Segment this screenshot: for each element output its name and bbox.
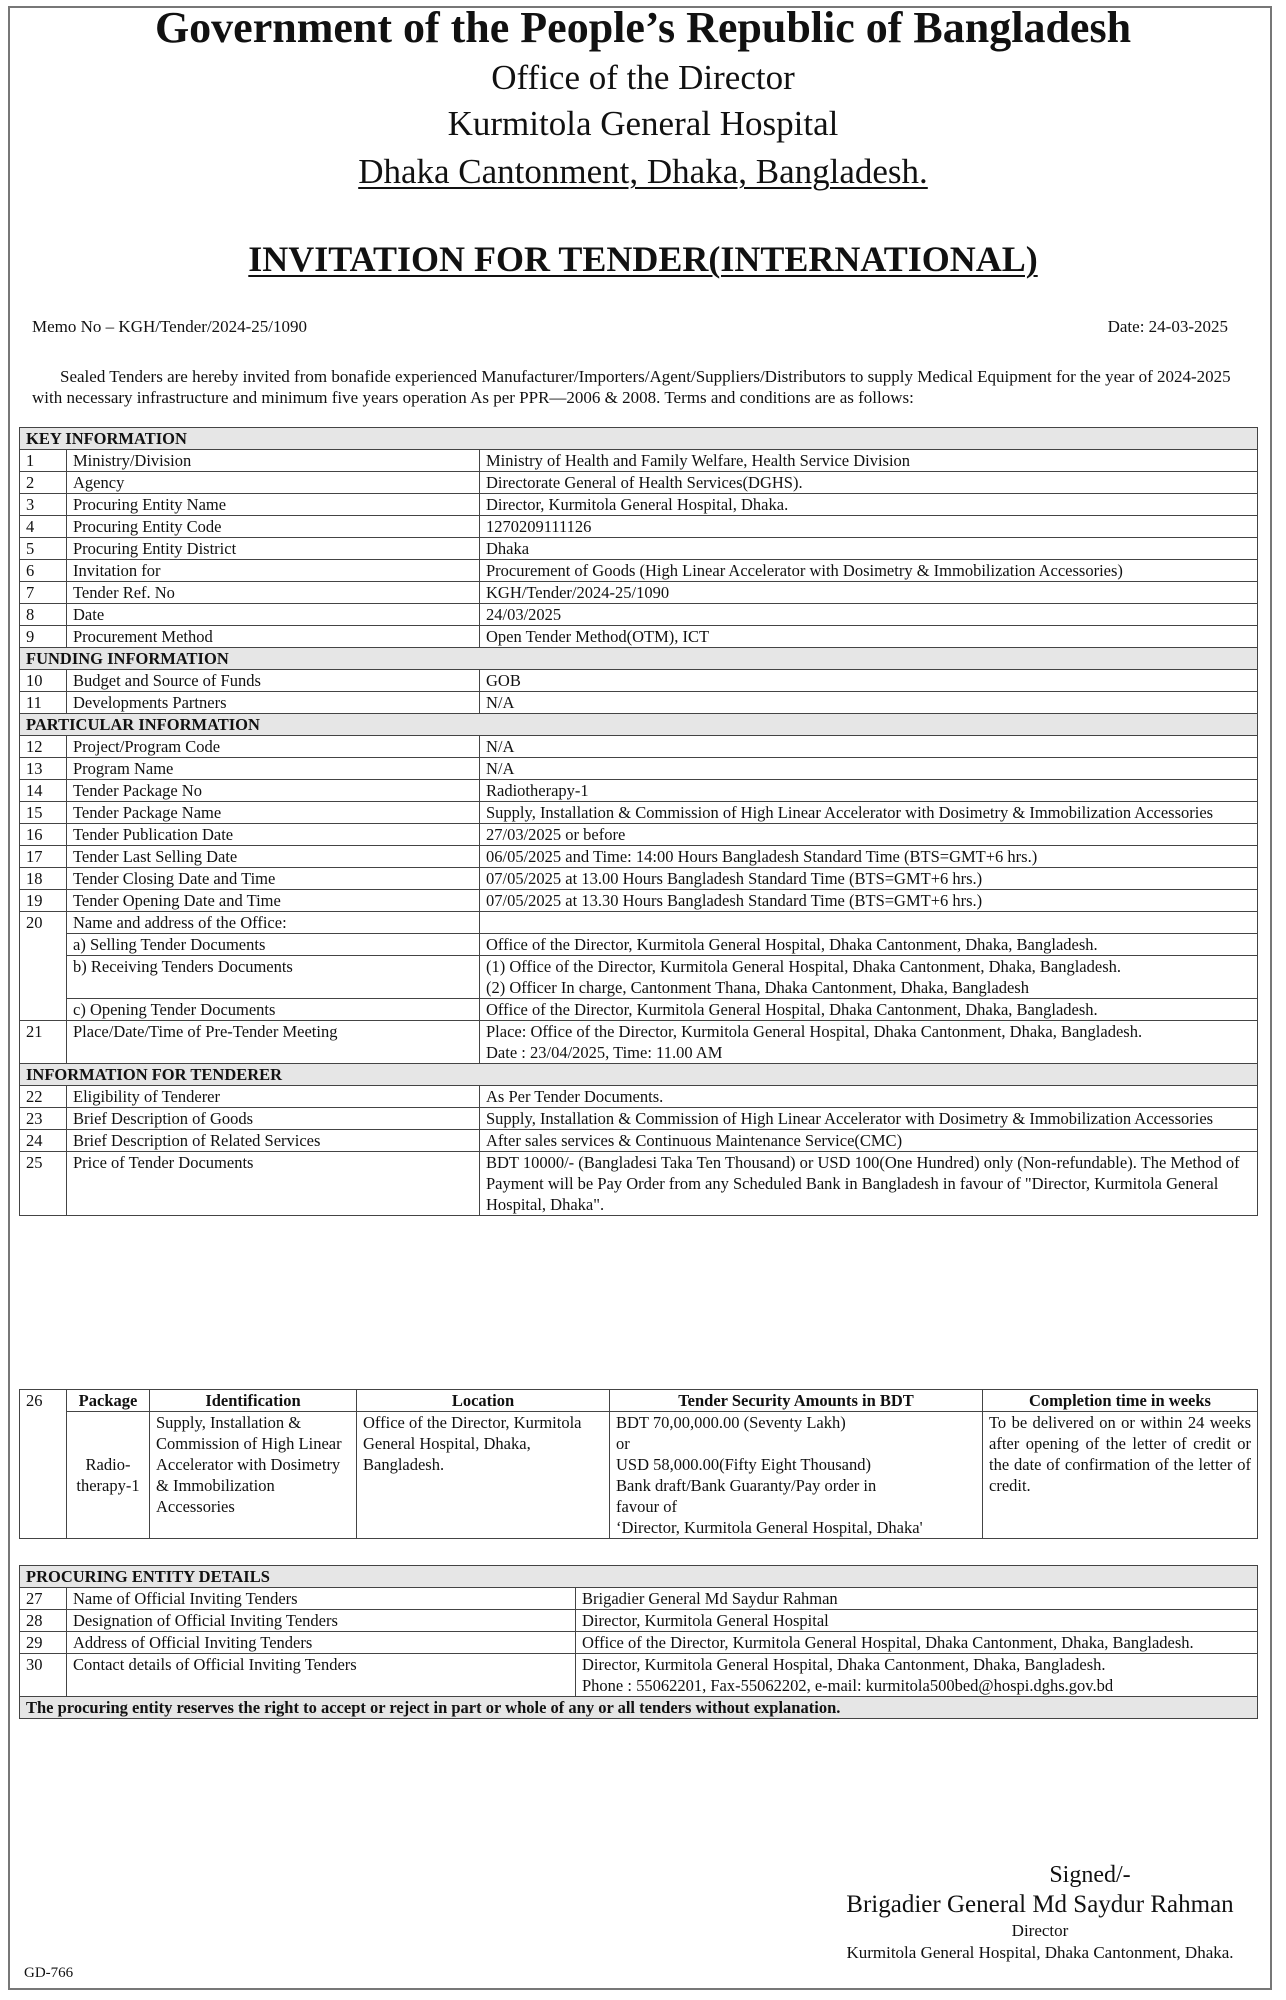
office-name: Office of the Director — [491, 58, 795, 97]
signature-block — [830, 1862, 1250, 1963]
row-label: Ministry/Division — [67, 450, 480, 472]
row-value: Directorate General of Health Services(DGHS). — [480, 472, 1258, 494]
row-value: GOB — [480, 670, 1258, 692]
row-label: Tender Package No — [67, 780, 480, 802]
section-header — [20, 648, 1258, 670]
section-header — [20, 428, 1258, 450]
row-label: Place/Date/Time of Pre-Tender Meeting — [67, 1021, 480, 1064]
section-title: FUNDING INFORMATION — [20, 648, 1258, 670]
row-number: 24 — [20, 1130, 67, 1152]
row-value: N/A — [480, 758, 1258, 780]
row-label: Eligibility of Tenderer — [67, 1086, 480, 1108]
row-value-line: Date : 23/04/2025, Time: 11.00 AM — [486, 1043, 723, 1062]
security-line: USD 58,000.00(Fifty Eight Thousand) — [616, 1455, 871, 1474]
signatory-designation: Director — [1011, 1921, 1069, 1940]
col-header-security: Tender Security Amounts in BDT — [610, 1390, 983, 1412]
row-label: Tender Publication Date — [67, 824, 480, 846]
tender-heading-text: INVITATION FOR TENDER(INTERNATIONAL) — [248, 239, 1038, 279]
table-row — [20, 824, 1258, 846]
row-label: Project/Program Code — [67, 736, 480, 758]
row-value: BDT 10000/- (Bangladesi Taka Ten Thousand) or USD 100(One Hundred) only (Non-refundable). The Method of Payment will be Pay Order from any Scheduled Bank in Bangladesh in favour of "Director, Kurmitola General Hospital, Dhaka". — [480, 1152, 1258, 1216]
row-number: 19 — [20, 890, 67, 912]
row-value: After sales services & Continuous Maintenance Service(CMC) — [480, 1130, 1258, 1152]
security-line: BDT 70,00,000.00 (Seventy Lakh) — [616, 1413, 846, 1432]
row-value: KGH/Tender/2024-25/1090 — [480, 582, 1258, 604]
signed-mark: Signed/- — [1049, 1862, 1131, 1888]
row-value: 06/05/2025 and Time: 14:00 Hours Bangladesh Standard Time (BTS=GMT+6 hrs.) — [480, 846, 1258, 868]
row-value: 07/05/2025 at 13.00 Hours Bangladesh Standard Time (BTS=GMT+6 hrs.) — [480, 868, 1258, 890]
footer-note-row — [20, 1697, 1258, 1719]
row-value: Dhaka — [480, 538, 1258, 560]
package-header-row — [20, 1390, 1258, 1412]
row-label: Tender Opening Date and Time — [67, 890, 480, 912]
row-label: c) Opening Tender Documents — [67, 999, 480, 1021]
table-row — [20, 1632, 1258, 1654]
row-value: 27/03/2025 or before — [480, 824, 1258, 846]
row-number: 18 — [20, 868, 67, 890]
col-header-completion: Completion time in weeks — [983, 1390, 1258, 1412]
row-value: Office of the Director, Kurmitola General Hospital, Dhaka Cantonment, Dhaka, Bangladesh. — [576, 1632, 1258, 1654]
intro-paragraph: Sealed Tenders are hereby invited from bonafide experienced Manufacturer/Importers/Agent/Suppliers/Distributors to supply Medical Equipment for the year of 2024-2025 with necessary infrastructure and minimum five years operation As per PPR—2006 & 2008. Terms and conditions are as follows: — [32, 367, 1231, 407]
row-value: Office of the Director, Kurmitola General Hospital, Dhaka Cantonment, Dhaka, Bangladesh. — [480, 999, 1258, 1021]
row-value — [480, 1021, 1258, 1064]
row-number: 22 — [20, 1086, 67, 1108]
row-number: 11 — [20, 692, 67, 714]
table-row — [20, 692, 1258, 714]
row-value: Office of the Director, Kurmitola General Hospital, Dhaka Cantonment, Dhaka, Bangladesh. — [480, 934, 1258, 956]
government-title: Government of the People’s Republic of Bangladesh — [154, 3, 1132, 52]
completion-cell: To be delivered on or within 24 weeks after opening of the letter of credit or the date of confirmation of the letter of credit. — [983, 1412, 1258, 1539]
row-number: 25 — [20, 1152, 67, 1216]
row-number: 14 — [20, 780, 67, 802]
row-label: Designation of Official Inviting Tenders — [67, 1610, 576, 1632]
row-label: Procurement Method — [67, 626, 480, 648]
row-value: N/A — [480, 736, 1258, 758]
table-row — [20, 472, 1258, 494]
memo-date: Date: 24-03-2025 — [1107, 317, 1228, 336]
row-number: 4 — [20, 516, 67, 538]
section-header — [20, 714, 1258, 736]
row-value-line: Director, Kurmitola General Hospital, Dhaka Cantonment, Dhaka, Bangladesh. — [582, 1655, 1106, 1674]
row-value: Procurement of Goods (High Linear Accelerator with Dosimetry & Immobilization Accessories) — [480, 560, 1258, 582]
table-row — [20, 1588, 1258, 1610]
table-row — [20, 780, 1258, 802]
row-label: Name and address of the Office: — [67, 912, 480, 934]
row-label: Agency — [67, 472, 480, 494]
row-value-line: (1) Office of the Director, Kurmitola General Hospital, Dhaka Cantonment, Dhaka, Bangladesh. — [486, 957, 1122, 976]
row-value: Ministry of Health and Family Welfare, Health Service Division — [480, 450, 1258, 472]
row-label: Developments Partners — [67, 692, 480, 714]
package-data-row — [20, 1412, 1258, 1539]
row-label: Tender Package Name — [67, 802, 480, 824]
row-value: 07/05/2025 at 13.30 Hours Bangladesh Standard Time (BTS=GMT+6 hrs.) — [480, 890, 1258, 912]
row-value: Brigadier General Md Saydur Rahman — [576, 1588, 1258, 1610]
row-label: Procuring Entity District — [67, 538, 480, 560]
table-row — [20, 450, 1258, 472]
section-header — [20, 1566, 1258, 1588]
table-row — [20, 999, 1258, 1021]
table-row — [20, 846, 1258, 868]
row-number: 3 — [20, 494, 67, 516]
hospital-address-text: Dhaka Cantonment, Dhaka, Bangladesh. — [358, 152, 928, 191]
row-label: Procuring Entity Code — [67, 516, 480, 538]
signatory-name: Brigadier General Md Saydur Rahman — [846, 1891, 1234, 1918]
row-number: 2 — [20, 472, 67, 494]
table-row — [20, 802, 1258, 824]
table-row — [20, 890, 1258, 912]
footer-note: The procuring entity reserves the right to accept or reject in part or whole of any or all tenders without explanation. — [20, 1697, 1258, 1719]
row-label: Name of Official Inviting Tenders — [67, 1588, 576, 1610]
row-number: 8 — [20, 604, 67, 626]
row-number: 17 — [20, 846, 67, 868]
row-number: 15 — [20, 802, 67, 824]
tender-heading — [0, 238, 1286, 280]
row-value: Supply, Installation & Commission of High Linear Accelerator with Dosimetry & Immobilization Accessories — [480, 802, 1258, 824]
package-table — [19, 1389, 1258, 1539]
row-value — [480, 956, 1258, 999]
row-label: Date — [67, 604, 480, 626]
row-value: N/A — [480, 692, 1258, 714]
row-label: Budget and Source of Funds — [67, 670, 480, 692]
row-number: 7 — [20, 582, 67, 604]
row-value: 1270209111126 — [480, 516, 1258, 538]
row-label: Tender Closing Date and Time — [67, 868, 480, 890]
procuring-entity-table — [19, 1565, 1258, 1719]
table-row — [20, 1130, 1258, 1152]
row-label: Price of Tender Documents — [67, 1152, 480, 1216]
row-number: 12 — [20, 736, 67, 758]
col-header-identification: Identification — [150, 1390, 357, 1412]
row-number: 5 — [20, 538, 67, 560]
table-row — [20, 604, 1258, 626]
hospital-address — [0, 152, 1286, 192]
security-line: Bank draft/Bank Guaranty/Pay order in — [616, 1476, 877, 1495]
row-number: 21 — [20, 1021, 67, 1064]
row-label: a) Selling Tender Documents — [67, 934, 480, 956]
col-header-package: Package — [67, 1390, 150, 1412]
table-row — [20, 912, 1258, 934]
security-cell — [610, 1412, 983, 1539]
row-number: 26 — [20, 1390, 67, 1539]
table-row — [20, 1610, 1258, 1632]
tender-info-table — [19, 427, 1258, 1216]
section-title: PROCURING ENTITY DETAILS — [20, 1566, 1258, 1588]
row-value: Director, Kurmitola General Hospital — [576, 1610, 1258, 1632]
table-row — [20, 626, 1258, 648]
security-line: favour of — [616, 1497, 677, 1516]
row-value: Radiotherapy-1 — [480, 780, 1258, 802]
row-label: Brief Description of Goods — [67, 1108, 480, 1130]
table-row — [20, 494, 1258, 516]
row-value: As Per Tender Documents. — [480, 1086, 1258, 1108]
row-number: 29 — [20, 1632, 67, 1654]
memo-number: Memo No – KGH/Tender/2024-25/1090 — [32, 317, 308, 336]
section-title: INFORMATION FOR TENDERER — [20, 1064, 1258, 1086]
row-label: Invitation for — [67, 560, 480, 582]
row-label: Contact details of Official Inviting Tenders — [67, 1654, 576, 1697]
table-row — [20, 560, 1258, 582]
row-value-line: (2) Officer In charge, Cantonment Thana, Dhaka Cantonment, Dhaka, Bangladesh — [486, 978, 1029, 997]
col-header-location: Location — [357, 1390, 610, 1412]
row-number: 9 — [20, 626, 67, 648]
row-label: Tender Last Selling Date — [67, 846, 480, 868]
row-label: Tender Ref. No — [67, 582, 480, 604]
row-value: Director, Kurmitola General Hospital, Dhaka. — [480, 494, 1258, 516]
row-label: Program Name — [67, 758, 480, 780]
identification-cell: Supply, Installation & Commission of High Linear Accelerator with Dosimetry & Immobilization Accessories — [150, 1412, 357, 1539]
row-number: 23 — [20, 1108, 67, 1130]
table-row — [20, 934, 1258, 956]
table-row — [20, 1108, 1258, 1130]
section-title: KEY INFORMATION — [20, 428, 1258, 450]
row-value: 24/03/2025 — [480, 604, 1258, 626]
table-row — [20, 670, 1258, 692]
row-number: 13 — [20, 758, 67, 780]
row-label: b) Receiving Tenders Documents — [67, 956, 480, 999]
row-value-line: Place: Office of the Director, Kurmitola General Hospital, Dhaka Cantonment, Dhaka, Bangladesh. — [486, 1022, 1143, 1041]
package-cell: Radio-therapy-1 — [67, 1412, 150, 1539]
table-row — [20, 736, 1258, 758]
row-number: 16 — [20, 824, 67, 846]
table-row — [20, 1152, 1258, 1216]
table-row — [20, 758, 1258, 780]
row-number: 1 — [20, 450, 67, 472]
row-label: Brief Description of Related Services — [67, 1130, 480, 1152]
table-row — [20, 956, 1258, 999]
row-value: Open Tender Method(OTM), ICT — [480, 626, 1258, 648]
row-number: 27 — [20, 1588, 67, 1610]
table-row — [20, 1654, 1258, 1697]
table-row — [20, 516, 1258, 538]
location-cell: Office of the Director, Kurmitola General Hospital, Dhaka, Bangladesh. — [357, 1412, 610, 1539]
signatory-address: Kurmitola General Hospital, Dhaka Cantonment, Dhaka. — [846, 1943, 1234, 1962]
security-line: ‘Director, Kurmitola General Hospital, Dhaka' — [616, 1518, 923, 1537]
gd-number: GD-766 — [24, 1965, 74, 1981]
table-row — [20, 1021, 1258, 1064]
row-value — [576, 1654, 1258, 1697]
row-label: Procuring Entity Name — [67, 494, 480, 516]
table-row — [20, 1086, 1258, 1108]
section-header — [20, 1064, 1258, 1086]
table-row — [20, 538, 1258, 560]
table-row — [20, 868, 1258, 890]
row-number: 28 — [20, 1610, 67, 1632]
row-value: Supply, Installation & Commission of High Linear Accelerator with Dosimetry & Immobilization Accessories — [480, 1108, 1258, 1130]
row-number: 30 — [20, 1654, 67, 1697]
table-row — [20, 582, 1258, 604]
security-line: or — [616, 1434, 630, 1453]
row-label: Address of Official Inviting Tenders — [67, 1632, 576, 1654]
row-value — [480, 912, 1258, 934]
row-number: 20 — [20, 912, 67, 1021]
row-value-line: Phone : 55062201, Fax-55062202, e-mail: kurmitola500bed@hospi.dghs.gov.bd — [582, 1676, 1114, 1695]
hospital-name: Kurmitola General Hospital — [447, 104, 839, 143]
row-number: 6 — [20, 560, 67, 582]
row-number: 10 — [20, 670, 67, 692]
section-title: PARTICULAR INFORMATION — [20, 714, 1258, 736]
